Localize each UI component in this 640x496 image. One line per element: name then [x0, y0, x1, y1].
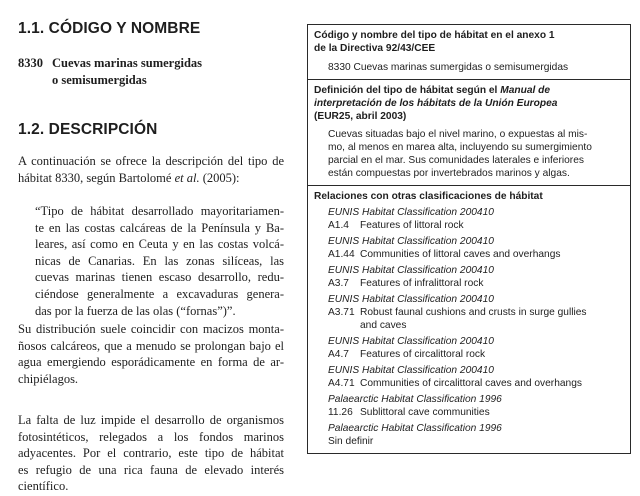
definition-line: Cuevas situadas bajo el nivel marino, o expuestas al mis- — [328, 129, 588, 140]
intro-line: hábitat 8330, según Bartolomé et al. (2005): — [18, 170, 240, 185]
relation-classification: EUNIS Habitat Classification 200410 — [328, 207, 494, 218]
relation-entry — [328, 307, 587, 318]
relation-entry — [328, 407, 490, 418]
relation-name-cont: and caves — [360, 320, 407, 331]
definition-heading-italic-line2: interpretación de los hábitats de la Unión Europea — [314, 98, 558, 109]
relation-name: Features of infralittoral rock — [360, 278, 484, 289]
habitat-name-line1: Cuevas marinas sumergidas — [52, 56, 203, 70]
para-line: agua emergiendo esporádicamente en forma de ar- — [18, 355, 284, 370]
relation-item — [314, 206, 624, 232]
relation-entry — [328, 278, 483, 289]
para-line: La falta de luz impide el desarrollo de organismos — [18, 413, 284, 427]
relation-entry — [328, 220, 464, 231]
section-heading-codigo: 1.1. CÓDIGO Y NOMBRE — [18, 20, 201, 37]
relation-item — [314, 264, 624, 290]
relations-heading: Relaciones con otras clasificaciones de hábitat — [314, 191, 543, 202]
definition-line: están compuestas por invertebrados marinos y algas. — [328, 168, 570, 179]
habitat-name-line2: o semisumergidas — [52, 73, 147, 87]
para-line: chipiélagos. — [18, 371, 79, 386]
relation-entry — [328, 349, 485, 360]
para-line: adyacentes. Por el contrario, este tipo de hábitat — [18, 446, 284, 461]
distribution-paragraph — [18, 321, 284, 387]
definition-heading — [314, 84, 624, 123]
annex-heading — [314, 29, 624, 55]
intro-line: A continuación se ofrece la descripción del tipo de — [18, 154, 284, 168]
quote-line: cuevas marinas tienen escaso desarrollo, redu- — [35, 270, 284, 285]
annex-heading-line: de la Directiva 92/43/CEE — [314, 43, 436, 54]
para-line: fotosintéticos, relegados a los fondos marinos — [18, 429, 284, 444]
intro-paragraph — [18, 153, 284, 186]
quote-paragraph — [35, 203, 284, 319]
relation-item — [314, 335, 624, 361]
relation-code: A1.4 — [328, 220, 349, 231]
definition-heading-text: Definición del tipo de hábitat según el — [314, 85, 501, 96]
relation-item — [314, 235, 624, 261]
relation-classification: Palaearctic Habitat Classification 1996 — [328, 394, 502, 405]
para-line: ñosos calcáreos, que a menudo se prolongan bajo el — [18, 338, 284, 353]
definition-heading-italic: Manual de — [500, 85, 551, 96]
relation-classification: EUNIS Habitat Classification 200410 — [328, 236, 494, 247]
relation-classification: EUNIS Habitat Classification 200410 — [328, 265, 494, 276]
quote-line: nicas de Canarias. En las zonas silíceas, las — [35, 253, 284, 268]
relation-name: Robust faunal cushions and crusts in surge gullies — [360, 307, 587, 318]
relation-classification: EUNIS Habitat Classification 200410 — [328, 336, 494, 347]
section-heading-descripcion: 1.2. DESCRIPCIÓN — [18, 121, 158, 138]
definition-line: parcial en el mar. Sus comunidades laterales e inferiores — [328, 155, 584, 166]
relation-classification: Palaearctic Habitat Classification 1996 — [328, 423, 502, 434]
relation-name: Sin definir — [328, 436, 374, 447]
relation-code: A4.71 — [328, 378, 355, 389]
quote-line: leares, así como en Ceuta y en las costas volcá- — [35, 237, 284, 252]
relation-item — [314, 393, 624, 419]
light-paragraph — [18, 412, 284, 495]
relation-code: A3.7 — [328, 278, 349, 289]
relation-code: A1.44 — [328, 249, 355, 260]
relation-entry — [328, 249, 560, 260]
relations-section — [308, 186, 630, 453]
relations-list — [314, 206, 624, 448]
relation-code: 11.26 — [328, 407, 353, 418]
habitat-code: 8330 — [18, 56, 43, 70]
relation-item — [314, 293, 624, 332]
relation-entry — [328, 378, 582, 389]
quote-line: “Tipo de hábitat desarrollado mayoritariamen- — [35, 204, 284, 218]
annex-body: 8330 Cuevas marinas sumergidas o semisumergidas — [328, 62, 569, 73]
relation-name: Communities of circalittoral caves and overhangs — [360, 378, 582, 389]
relation-classification: EUNIS Habitat Classification 200410 — [328, 294, 494, 305]
et-al-italic: et al. — [174, 170, 200, 185]
relation-name: Communities of littoral caves and overhangs — [360, 249, 561, 260]
habitat-info-box — [307, 24, 631, 454]
para-line: científico. — [18, 479, 69, 494]
relation-name: Features of circalittoral rock — [360, 349, 486, 360]
para-line: Su distribución suele coincidir con macizos monta- — [18, 322, 284, 336]
annex-heading-line: Código y nombre del tipo de hábitat en el anexo 1 — [314, 30, 555, 41]
relation-classification: EUNIS Habitat Classification 200410 — [328, 365, 494, 376]
definition-section — [308, 80, 630, 186]
quote-line: te en las costas calcáreas de la Península y Ba- — [35, 220, 284, 235]
definition-body — [314, 128, 624, 180]
relation-code: A4.7 — [328, 349, 349, 360]
relation-name: Features of littoral rock — [360, 220, 464, 231]
definition-line: mo, al menos en marea alta, incluyendo su sumergimiento — [328, 142, 592, 153]
quote-line: das por la fuerza de las olas (“fornas”)”. — [35, 303, 236, 318]
annex-section — [308, 25, 630, 80]
habitat-title — [18, 55, 278, 89]
relation-code: A3.71 — [328, 307, 355, 318]
relation-entry — [328, 436, 373, 447]
quote-line: ciéndose generalmente a excavaduras genera- — [35, 286, 284, 301]
relation-item — [314, 422, 624, 448]
relation-name: Sublittoral cave communities — [360, 407, 490, 418]
relation-item — [314, 364, 624, 390]
para-line: es refugio de una rica fauna de elevado interés — [18, 462, 284, 477]
definition-heading-line3: (EUR25, abril 2003) — [314, 111, 407, 122]
